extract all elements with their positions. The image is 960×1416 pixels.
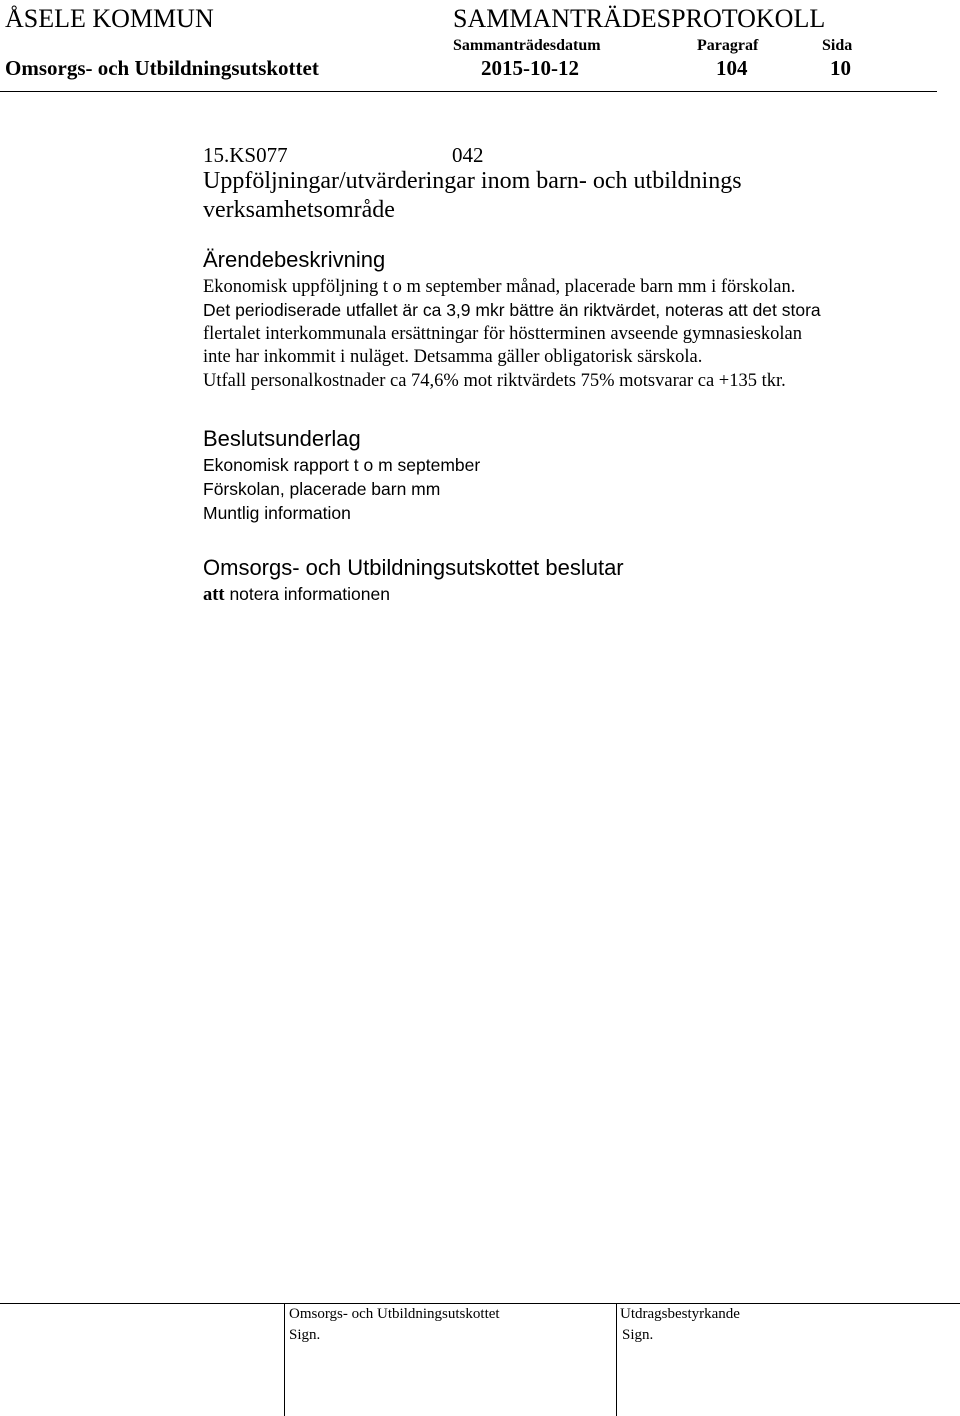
date-label: Sammanträdesdatum — [453, 37, 601, 54]
header-divider — [0, 91, 937, 92]
description-line: inte har inkommit i nuläget. Detsamma gäller obligatorisk särskola. — [203, 347, 703, 368]
page-label: Sida — [822, 37, 853, 54]
basis-heading: Beslutsunderlag — [203, 426, 361, 451]
description-line: flertalet interkommunala ersättningar för höstterminen avseende gymnasieskolan — [203, 323, 802, 344]
description-heading: Ärendebeskrivning — [203, 247, 386, 272]
decision-heading: Omsorgs- och Utbildningsutskottet beslutar — [203, 555, 624, 580]
decision-keyword: att — [203, 585, 225, 605]
description-line: Ekonomisk uppföljning t o m september månad, placerade barn mm i förskolan. — [203, 277, 796, 297]
case-reference: 042 — [452, 143, 484, 167]
footer-certifier: Utdragsbestyrkande — [620, 1306, 740, 1322]
description-line: Det periodiserade utfallet är ca 3,9 mkr bättre än riktvärdet, noteras att det stora — [203, 300, 821, 321]
footer-sign-certifier: Sign. — [622, 1327, 654, 1343]
case-title: Uppföljningar/utvärderingar inom barn- och utbildnings verksamhetsområde — [203, 168, 742, 223]
paragraph-label: Paragraf — [697, 37, 759, 54]
decision-content: notera informationen — [224, 584, 390, 604]
decision-text — [203, 584, 390, 606]
footer-committee: Omsorgs- och Utbildningsutskottet — [289, 1306, 500, 1322]
description-line: Utfall personalkostnader ca 74,6% mot riktvärdets 75% motsvarar ca +135 tkr. — [203, 370, 786, 391]
basis-item: Förskolan, placerade barn mm — [203, 479, 441, 499]
basis-item: Muntlig information — [203, 503, 351, 523]
basis-list — [203, 455, 480, 527]
organization-name: ÅSELE KOMMUN — [5, 4, 214, 33]
case-number: 15.KS077 — [203, 143, 288, 167]
paragraph-number: 104 — [716, 56, 748, 80]
meeting-date: 2015-10-12 — [481, 56, 579, 80]
committee-name: Omsorgs- och Utbildningsutskottet — [5, 56, 319, 80]
basis-item: Ekonomisk rapport t o m september — [203, 455, 481, 475]
footer-divider — [0, 1303, 960, 1304]
footer-column-divider — [284, 1303, 285, 1416]
document-type: SAMMANTRÄDESPROTOKOLL — [453, 4, 826, 33]
footer-column-divider — [616, 1303, 617, 1416]
page-number: 10 — [830, 56, 851, 80]
footer-sign-committee: Sign. — [289, 1327, 321, 1343]
description-text — [203, 277, 821, 394]
